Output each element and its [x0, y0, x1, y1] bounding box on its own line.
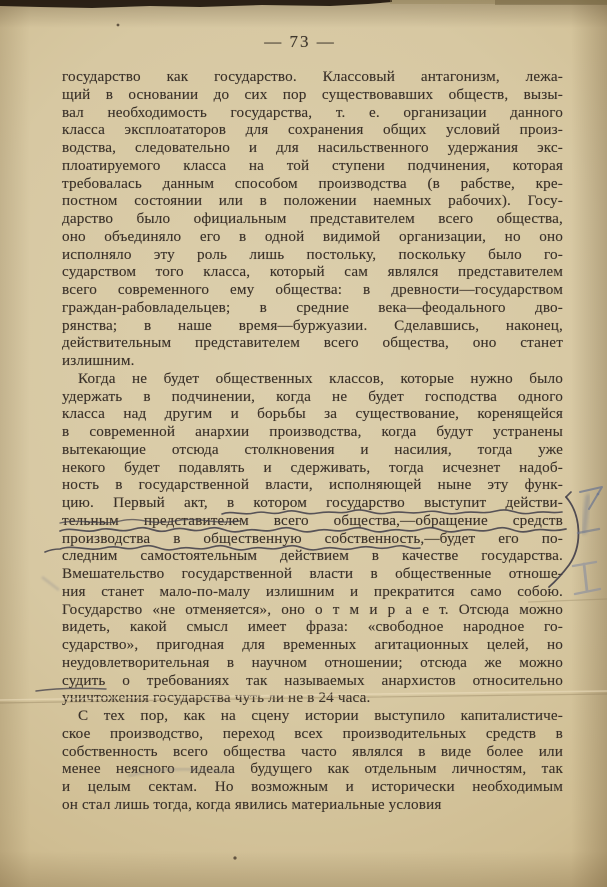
page-number-header: — 73 — [264, 32, 336, 51]
text-line: следним самостоятельным действием в качестве государства. [62, 547, 563, 565]
text-line: водства, следовательно и для насильственного удержания экс- [62, 139, 563, 156]
scan-edge-band [0, 0, 392, 8]
text-line: некого будет подавлять и сдерживать, тогда исчезнет надоб- [62, 458, 563, 476]
text-line: он стал лишь тогда, когда явились материальные условия [62, 795, 442, 813]
text-line: в современной анархии производства, когда будут устранены [62, 423, 563, 440]
text-line: Вмешательство государственной власти в общественные отноше- [62, 565, 563, 582]
text-line: ния станет мало-по-малу излишним и прекратится само собою. [62, 582, 563, 600]
text-line: государство как государство. Классовый антагонизм, лежа- [62, 68, 563, 85]
margin-ink-bracket-serif [566, 492, 571, 497]
text-line: излишним. [62, 352, 135, 369]
text-line: видеть, какой смысл имеет фраза: «свободное народное го- [62, 618, 563, 636]
text-line: граждан-рабовладельцев; в средние века—феодального дво- [62, 298, 563, 316]
text-line: Когда не будет общественных классов, которые нужно было [78, 369, 563, 387]
text-line: ское производство, переход всех производительных средств в [62, 724, 563, 742]
text-line: уничтожения государства чуть ли не в 24 часа. [62, 689, 371, 707]
text-line: менее неясного идеала будущего как отдельным личностям, так [62, 760, 563, 778]
scan-edge-band-patch [495, 0, 607, 5]
text-line: плоатируемого класса на той ступени подчинения, которая [62, 156, 563, 174]
text-line: вытекающие отсюда столкновения и насилия, тогда уже [62, 440, 563, 458]
pencil-dot [597, 493, 600, 496]
body-text [62, 68, 563, 814]
pencil-flag-smudge [584, 496, 588, 532]
text-line: Государство «не отменяется», оно о т м и р а е т. Отсюда можно [62, 600, 563, 618]
text-line: неудовлетворительная в научном отношении; отсюда же можно [62, 653, 563, 671]
pencil-flag-mark [580, 487, 602, 509]
text-line: требовалась данным способом производства (в рабстве, кре- [62, 174, 563, 192]
text-line: собственность всего общества часто являлся в виде более или [62, 742, 563, 760]
text-line: постном состоянии или в положении наемных рабочих). Госу- [62, 192, 563, 210]
text-line: тельным представителем всего общества,—обращение средств [62, 511, 563, 529]
paper-speck-top [117, 24, 120, 27]
text-line: судить о требованиях так называемых анархистов относительно [62, 671, 563, 689]
text-line: действительным представителем всего общества, оно станет [62, 334, 563, 352]
text-line: вал необходимость государства, т. е. организации данного [62, 103, 563, 121]
text-line: цию. Первый акт, в котором государство выступит действи- [62, 494, 563, 511]
text-line: класса эксплоататоров для сохранения общих условий произ- [62, 121, 563, 139]
text-line: рянства; в наше время—буржуазии. Сделавшись, наконец, [62, 316, 563, 334]
text-line: всего современного ему общества: в древности—государством [62, 281, 563, 298]
scan-edge-band-faint [390, 0, 607, 4]
text-line: и целым сектам. Но возможным и исторически необходимым [62, 778, 563, 795]
pencil-flag-base [578, 529, 599, 533]
text-line: исполняло эту роль лишь постольку, поскольку было го- [62, 245, 563, 263]
text-line: оно объединяло его в одной видимой организации, но оно [62, 227, 563, 245]
text-line: щий в основании до сих пор существовавших обществ, вызы- [62, 85, 563, 103]
pencil-numeral-mark [573, 562, 600, 594]
text-line: производства в общественную собственность,—будет его по- [62, 529, 563, 547]
text-line: ность в государственной власти, исполняющей ныне эту функ- [62, 476, 563, 494]
pencil-smudge-left-margin [42, 577, 59, 590]
text-line: сударством того класса, который сам являлся представителем [62, 263, 563, 281]
text-line: С тех пор, как на сцену истории выступило капиталистиче- [78, 707, 563, 724]
text-line: дарство было официальным представителем всего общества, [62, 210, 563, 227]
text-line: класса над другим и борьбы за существование, коренящейся [62, 405, 563, 423]
text-line: удержать в подчинении, когда не будет господства одного [62, 387, 563, 405]
paper-speck-bottom [233, 856, 236, 859]
text-line: сударство», пригодная для временных агитационных целей, но [62, 636, 563, 653]
